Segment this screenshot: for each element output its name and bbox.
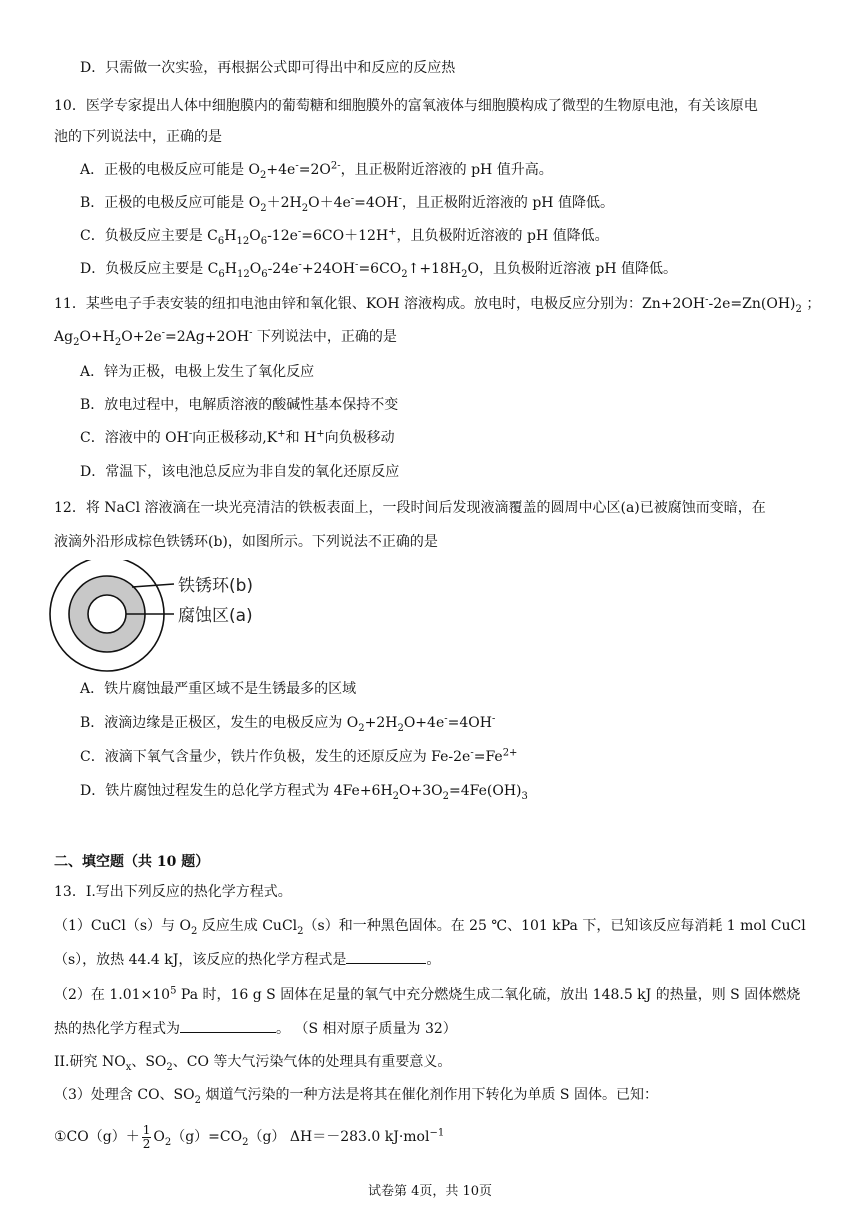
- q13-section-ii: II.研究 $NO_x$、$SO_2$、CO 等大气污染气体的处理具有重要意义。: [54, 1054, 452, 1073]
- q10-option-c: C．负极反应主要是 $C_6H_{12}O_6-12e^-=6CO+12H^+$，且负极附近溶液的 pH 值降低。: [80, 226, 609, 247]
- q10-option-b: B．正极的电极反应可能是 $O_2+2H_2O+4e^-=4OH^-$，且正极附近溶液的 pH 值降低。: [80, 193, 614, 214]
- q11-option-c: C．溶液中的 OH-向正极移动,K+和 H+向负极移动: [80, 428, 395, 446]
- q10-option-d: D．负极反应主要是 $C_6H_{12}O_6-24e^-+24OH^-=6CO_2↑+18H_2O$，且负极附近溶液 pH 值降低。: [80, 259, 678, 280]
- label-corrosion-zone: 腐蚀区(a): [178, 606, 253, 626]
- section-title: 二、填空题（共 10 题）: [54, 854, 210, 870]
- q11-stem-line2: $Ag_2O+H_2O+2e^-=2Ag+2OH^-$ 下列说法中，正确的是: [54, 327, 397, 348]
- q12-option-d: D．铁片腐蚀过程发生的总化学方程式为 $4Fe+6H_2O+3O_2=4Fe(OH)_3$: [80, 783, 528, 802]
- q13-part3: （3）处理含 CO、$SO_2$ 烟道气污染的一种方法是将其在催化剂作用下转化为单质 S 固体。已知：: [54, 1087, 658, 1106]
- q13-stem: 13．I.写出下列反应的热化学方程式。: [54, 884, 292, 900]
- corrosion-center: [88, 595, 126, 633]
- q10-stem-line1: 10．医学专家提出人体中细胞膜内的葡萄糖和细胞膜外的富氧液体与细胞膜构成了微型的生物原电池，有关该原电: [54, 98, 758, 114]
- q13-part2-line1: （2）在 $1.01\times 10^5$ Pa 时，16 g S 固体在足量的氧气中充分燃烧生成二氧化硫，放出 148.5 kJ 的热量，则 S 固体燃烧: [54, 985, 801, 1003]
- page-footer: 试卷第 4页，共 10页: [367, 1184, 493, 1199]
- q13-part1-line1: （1）CuCl（s）与 $O_2$ 反应生成 CuCl$_2$（s）和一种黑色固体。在 25 ℃、101 kPa 下，已知该反应每消耗 1 mol CuCl: [54, 918, 806, 937]
- q12-stem-line1: 12．将 NaCl 溶液滴在一块光亮清洁的铁板表面上，一段时间后发现液滴覆盖的圆周中心区(a)已被腐蚀而变暗，在: [54, 500, 766, 516]
- q11-option-d: D．常温下，该电池总反应为非自发的氧化还原反应: [80, 464, 400, 480]
- q13-equation-1: ①CO（g）＋ $\frac{1}{2}$ $O_2(g)=CO_2(g)$ ΔH＝－283.0 kJ·mol$^{-1}$: [54, 1122, 445, 1151]
- answer-blank-1[interactable]: [346, 949, 426, 964]
- label-rust-ring: 铁锈环(b): [178, 576, 254, 596]
- q12-option-c: C．液滴下氧气含量少，铁片作负极，发生的还原反应为 $Fe-2e^-=Fe^{2+}$: [80, 747, 518, 765]
- corrosion-diagram: [46, 560, 286, 680]
- q11-option-a: A．锌为正极，电极上发生了氧化反应: [80, 364, 315, 380]
- q12-stem-line2: 液滴外沿形成棕色铁锈环(b)，如图所示。下列说法不正确的是: [54, 534, 438, 550]
- q12-option-b: B．液滴边缘是正极区，发生的电极反应为 $O_2+2H_2O+4e^-=4OH^-$: [80, 713, 496, 734]
- q13-part2-line2: 热的热化学方程式为 。 （S 相对原子质量为 32）: [54, 1018, 457, 1039]
- q10-stem-line2: 池的下列说法中，正确的是: [54, 129, 222, 145]
- q11-stem-line1: 11．某些电子手表安装的纽扣电池由锌和氧化银、KOH 溶液构成。放电时，电极反应分别为：$Zn+2OH^--2e=Zn(OH)_2$ ；: [54, 294, 821, 315]
- q11-option-b: B．放电过程中，电解质溶液的酸碱性基本保持不变: [80, 397, 399, 413]
- q9-option-d: D．只需做一次实验，再根据公式即可得出中和反应的反应热: [80, 60, 456, 76]
- q10-option-a: A．正极的电极反应可能是 $O_2+4e^-=2O^{2-}$，且正极附近溶液的 pH 值升高。: [80, 160, 553, 181]
- q12-option-a: A．铁片腐蚀最严重区域不是生锈最多的区域: [80, 681, 357, 697]
- answer-blank-2[interactable]: [180, 1018, 276, 1033]
- q13-part1-line2: （s），放热 44.4 kJ，该反应的热化学方程式是 。: [54, 949, 440, 970]
- fraction-one-half: $\frac{1}{2}$: [142, 1122, 151, 1151]
